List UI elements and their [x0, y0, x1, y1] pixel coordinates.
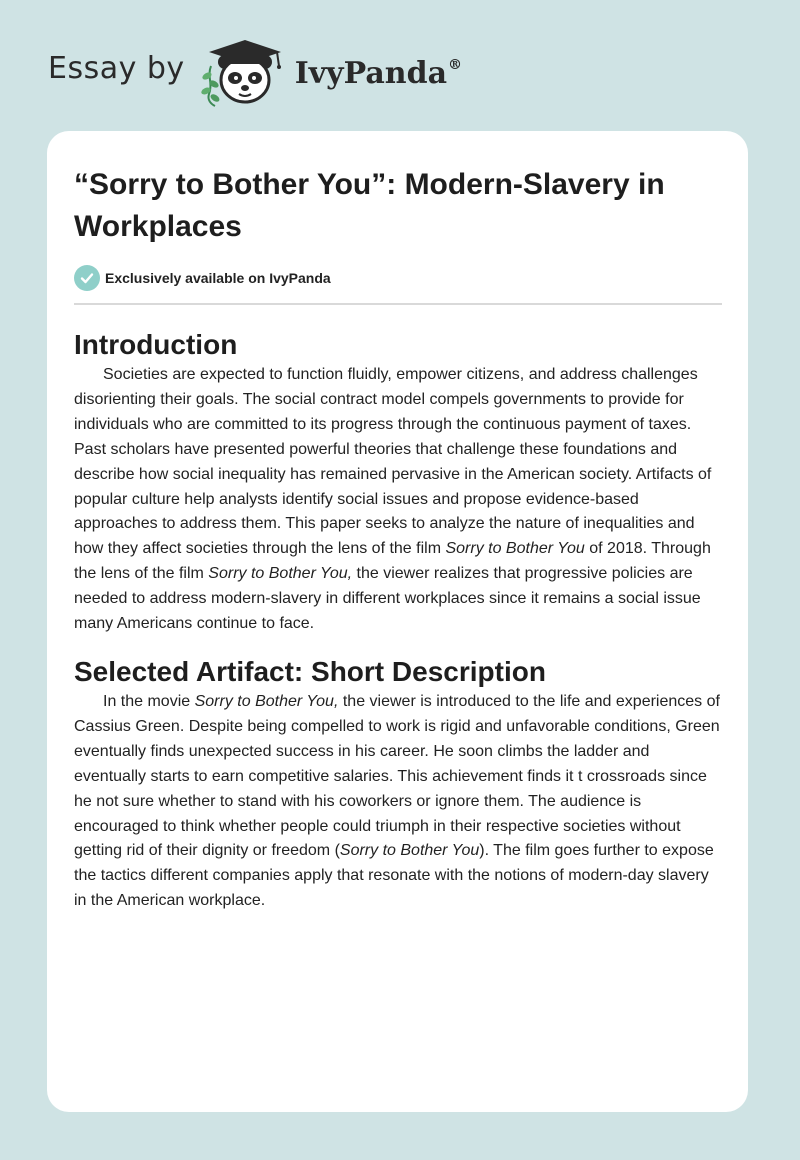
film-title-italic: Sorry to Bother You,: [208, 565, 353, 583]
panda-logo-icon[interactable]: [199, 36, 291, 108]
introduction-paragraph: [74, 363, 722, 637]
text-run: In the movie: [103, 692, 195, 710]
text-run: of 2018. Through the lens of the film: [74, 540, 711, 583]
film-title-italic: Sorry to Bother You: [339, 842, 480, 860]
exclusive-badge: [74, 264, 722, 292]
essay-by-label: Essay by: [48, 50, 185, 86]
page-title: “Sorry to Bother You”: Modern-Slavery in Workplaces: [74, 168, 665, 243]
section-heading-introduction: Introduction: [74, 329, 238, 360]
film-title-italic: Sorry to Bother You: [445, 540, 585, 558]
text-run: ). The film goes further to expose the tactics different companies apply that resonate with the notions of modern-day slavery in the American workplace.: [74, 842, 714, 910]
film-title-italic: Sorry to Bother You,: [194, 692, 339, 710]
text-run: the viewer is introduced to the life and experiences of Cassius Green. Despite being compelled to work is rigid and unfavorable conditions, Green eventually finds unexpected success in his career. He soon climbs the ladder and eventually starts to earn competitive salaries. This achievement finds it t crossroads since he not sure whether to stand with his coworkers or ignore them. The audience is encouraged to think whether people could triumph in their respective societies without getting rid of their dignity or freedom (: [74, 692, 720, 860]
divider: [74, 303, 722, 305]
registered-mark: ®: [448, 56, 463, 73]
site-header: [48, 36, 462, 108]
brand-name-label: IvyPanda: [294, 55, 448, 91]
brand-name[interactable]: [295, 56, 462, 91]
text-run: the viewer realizes that progressive policies are needed to address modern-slavery in different workplaces since it remains a social issue many Americans continue to face.: [74, 565, 701, 633]
artifact-paragraph: [74, 690, 722, 914]
exclusive-badge-label: Exclusively available on IvyPanda: [105, 270, 331, 286]
check-icon: [74, 265, 100, 291]
essay-card: [47, 131, 748, 1112]
text-run: Societies are expected to function fluidly, empower citizens, and address challenges disorienting their goals. The social contract model compels governments to provide for individuals who are committed to its progress through the continuous payment of taxes. Past scholars have presented powerful theories that challenge these foundations and describe how social inequality has remained pervasive in the American society. Artifacts of popular culture help analysts identify social issues and propose evidence-based approaches to address them. This paper seeks to analyze the nature of inequalities and how they affect societies through the lens of the film: [74, 366, 712, 558]
section-heading-selected-artifact: Selected Artifact: Short Description: [74, 655, 546, 687]
